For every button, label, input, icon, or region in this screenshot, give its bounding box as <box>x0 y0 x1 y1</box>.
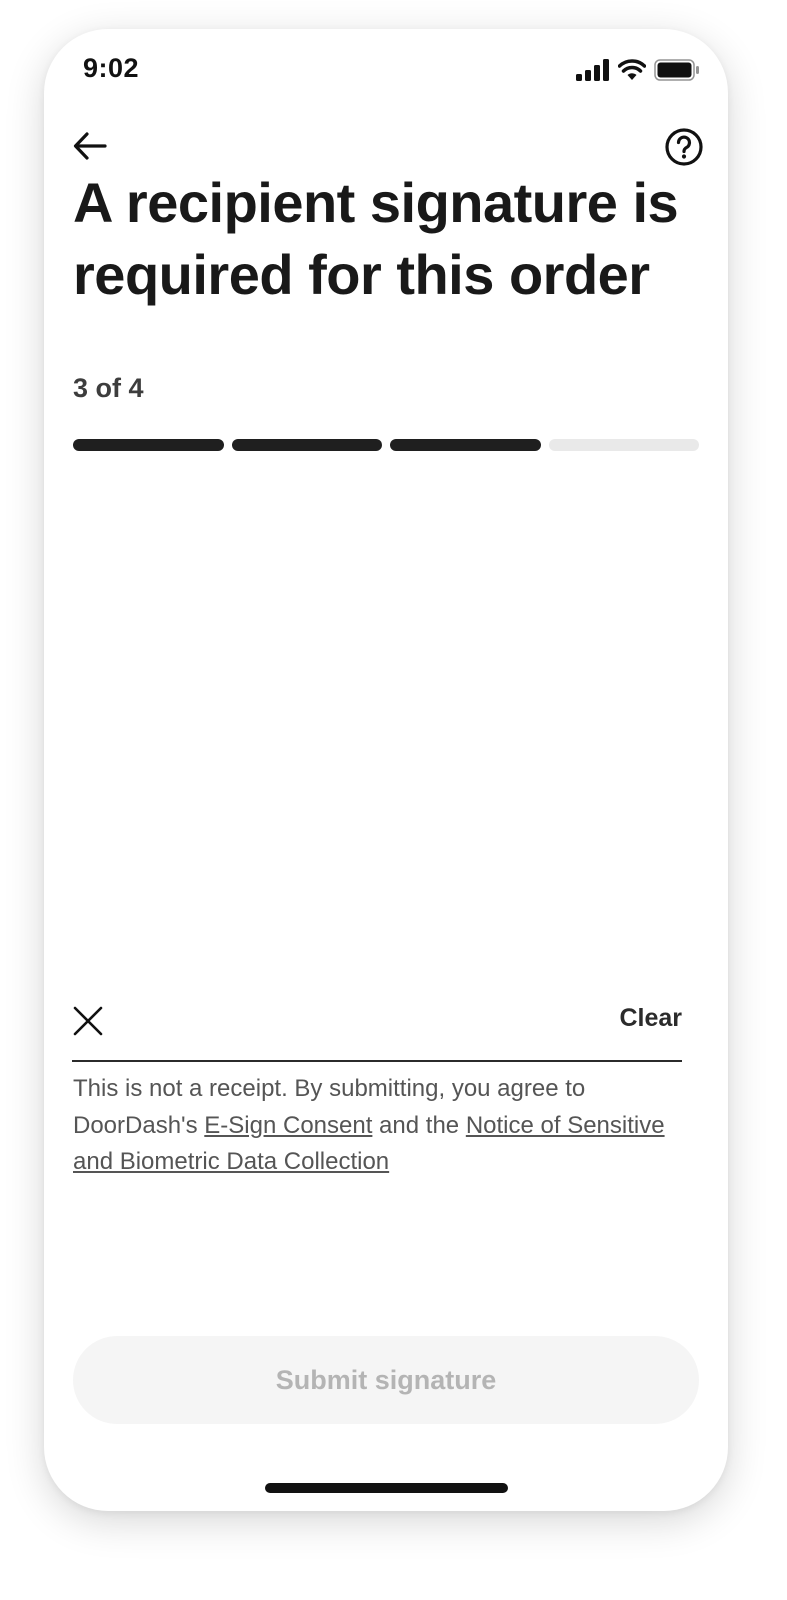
disclaimer-text-part-1: This is not a receipt. By submitting, you agree to DoorDash's <box>73 1075 586 1139</box>
status-icons <box>576 59 700 81</box>
disclaimer-text-part-2: and the <box>372 1111 466 1139</box>
submit-signature-button[interactable]: Submit signature <box>73 1336 699 1424</box>
clear-button[interactable]: Clear <box>619 1004 682 1032</box>
back-button[interactable] <box>70 127 110 165</box>
cellular-signal-icon <box>576 59 610 81</box>
signature-line <box>72 1060 682 1062</box>
status-time: 9:02 <box>83 53 140 83</box>
progress-segment <box>549 439 700 451</box>
esign-consent-link[interactable]: E-Sign Consent <box>204 1111 373 1139</box>
progress-segment <box>232 439 383 451</box>
home-indicator <box>265 1483 508 1493</box>
wifi-icon <box>618 59 646 81</box>
step-counter: 3 of 4 <box>73 373 144 403</box>
question-circle-icon <box>664 127 704 167</box>
biometric-notice-link[interactable]: Notice of Sensitive and Biometric Data Collection <box>73 1111 665 1175</box>
help-button[interactable] <box>664 127 704 167</box>
step-progress-bar <box>73 439 699 451</box>
arrow-left-icon <box>73 132 107 160</box>
page-title: A recipient signature is required for this order <box>73 171 679 306</box>
x-icon <box>72 1004 104 1036</box>
progress-segment <box>73 439 224 451</box>
disclaimer-text <box>73 1071 673 1181</box>
battery-icon <box>654 59 700 81</box>
phone-frame <box>44 29 728 1511</box>
progress-segment <box>390 439 541 451</box>
